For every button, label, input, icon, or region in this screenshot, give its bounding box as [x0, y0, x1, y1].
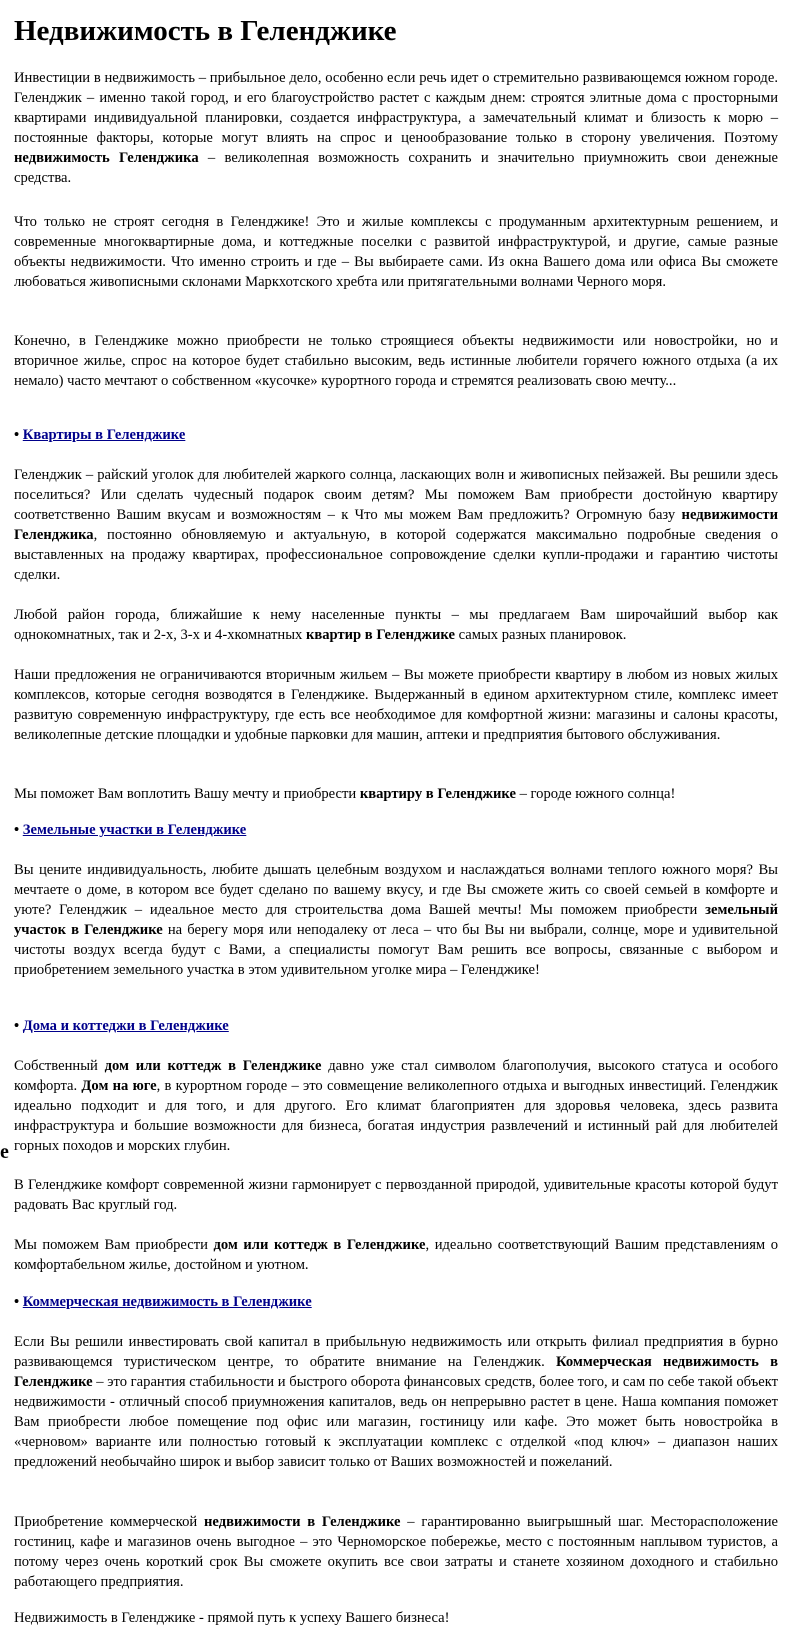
bold-text: квартир в Геленджике — [305, 627, 455, 643]
text: Любой район города, ближайшие к нему населенные пункты – мы предлагаем Вам широчайший выбор как однокомнатных, так и 2-х, 3-х и 4-хкомнатных — [14, 607, 778, 643]
bold-text: недвижимости Геленджика — [14, 507, 778, 543]
text: Геленджик – райский уголок для любителей жаркого солнца, ласкающих волн и живописных пейзажей. Вы решили здесь поселиться? Или сделать чудесный подарок своим детям? Мы поможем Вам приобрести достойную квартиру соответственно Вашим вкусам и возможностям – к Что мы можем Вам предложить? Огромную базу — [14, 467, 778, 523]
closing-line: Недвижимость в Геленджике - прямой путь к успеху Вашего бизнеса! — [14, 1610, 450, 1626]
section-link-commercial-row — [14, 1292, 312, 1312]
section-link-apartments-row — [14, 425, 185, 445]
text: Если Вы решили инвестировать свой капитал в прибыльную недвижимость или открыть филиал предприятия в бурно развивающемся туристическом центре, то обратите внимание на Геленджик. — [14, 1334, 778, 1370]
stray-character: е — [0, 1141, 9, 1163]
text: , идеально соответствующий Вашим представлениям о комфортабельном жилье, достойном и уютном. — [14, 1237, 778, 1273]
intro-paragraph-3: Конечно, в Геленджике можно приобрести не только строящиеся объекты недвижимости или новостройки, но и вторичное жилье, спрос на которое будет стабильно высоким, ведь истинные любители горячего южного отдыха (а их немало) часто мечтают о собственном «кусочке» курортного города и стремятся реализовать свою мечту... — [14, 333, 778, 389]
text: – это гарантия стабильности и быстрого оборота финансовых средств, более того, и сам по себе такой объект недвижимости - отличный способ приумножения капиталов, ведь он непрерывно растет в цене. Наша компания поможет Вам приобрести любое помещение под офис или магазин, гостиницу или кафе. Это может быть новостройка в «черновом» варианте или полностью готовый к эксплуатации комплекс с отделкой «под ключ» – диапазон наших предложений необычайно широк и выбор зависит только от Ваших возможностей и пожеланий. — [14, 1374, 778, 1470]
text: , постоянно обновляемую и актуальную, в которой содержатся максимально подробные сведения о выставленных на продажу квартирах, профессиональное сопровождение сделки купли-продажи и гарантию чистоты сделки. — [14, 527, 778, 583]
apartments-link[interactable]: Квартиры в Геленджике — [22, 427, 186, 443]
houses-cottages-link[interactable]: Дома и коттеджи в Геленджике — [22, 1018, 229, 1034]
text: Собственный — [14, 1058, 105, 1074]
text: Приобретение коммерческой — [14, 1514, 205, 1530]
text: – гарантированно выигрышный шаг. Месторасположение гостиниц, кафе и магазинов очень выгодное – это Черноморское побережье, место с постоянным наплывом туристов, а потому через очень короткий срок Вы сможете окупить все свои затраты и станете хозяином доходного и стабильно работающего предприятия. — [14, 1514, 778, 1590]
bold-text: дом или коттедж в Геленджике — [104, 1058, 322, 1074]
bold-text: земельный участок в Геленджике — [14, 902, 778, 938]
commercial-paragraph-2 — [14, 1512, 778, 1592]
bold-text: недвижимость Геленджика — [14, 150, 199, 166]
apartments-paragraph-3: Наши предложения не ограничиваются вторичным жильем – Вы можете приобрести квартиру в любом из новых жилых комплексов, которые сегодня возводятся в Геленджике. Выдержанный в едином архитектурном стиле, комплекс имеет развитую современную инфраструктуру, где есть все необходимое для комфортной жизни: магазины и салоны красоты, великолепные детские площадки и удобные парковки для машин, аптеки и предприятия бытового обслуживания. — [14, 667, 778, 743]
apartments-paragraph-4 — [14, 784, 778, 804]
bullet-marker: • — [14, 822, 20, 838]
section-link-land-row — [14, 820, 246, 840]
houses-paragraph-3 — [14, 1235, 778, 1275]
page-title: Недвижимость в Геленджике — [14, 15, 397, 47]
text: на берегу моря или неподалеку от леса – что бы Вы ни выбрали, солнце, море и удивительной чистоты воздух всегда будут с Вами, а специалисты помогут Вам решить все вопросы, связанные с выбором и приобретением земельного участка в этом удивительном уголке мира – Геленджике! — [14, 922, 778, 978]
bold-text: недвижимости в Геленджике — [204, 1514, 401, 1530]
intro-paragraph-1 — [14, 68, 778, 188]
text: – городе южного солнца! — [515, 786, 676, 802]
bold-text: квартиру в Геленджике — [359, 786, 516, 802]
land-plots-link[interactable]: Земельные участки в Геленджике — [22, 822, 247, 838]
bold-text: Коммерческая недвижимость в Геленджике — [14, 1354, 779, 1390]
bold-text: дом или коттедж в Геленджике — [213, 1237, 426, 1253]
text: самых разных планировок. — [454, 627, 627, 643]
commercial-paragraph-1 — [14, 1332, 778, 1472]
houses-paragraph-1 — [14, 1056, 778, 1156]
bullet-marker: • — [14, 1018, 20, 1034]
land-paragraph-1 — [14, 860, 778, 980]
apartments-paragraph-1 — [14, 465, 778, 585]
intro-paragraph-2: Что только не строят сегодня в Геленджике! Это и жилые комплексы с продуманным архитектурным решением, и современные многоквартирные дома, и коттеджные поселки с развитой инфраструктурой, и другие, самые разные объекты недвижимости. Что именно строить и где – Вы выбираете сами. Из окна Вашего дома или офиса Вы сможете любоваться живописными склонами Маркхотского хребта или притягательными волнами Черного моря. — [14, 214, 778, 290]
text: Мы поможет Вам воплотить Вашу мечту и приобрести — [14, 786, 360, 802]
text: , в курортном городе – это совмещение великолепного отдыха и выгодных инвестиций. Геленджик идеально подходит и для того, и для другого. Его климат благоприятен для здоровья человека, здесь развита инфраструктура и большие возможности для бизнеса, богатая индустрия развлечений и истинный рай для любителей горных походов и морских глубин. — [14, 1078, 778, 1154]
apartments-paragraph-2 — [14, 605, 778, 645]
text: – великолепная возможность сохранить и значительно приумножить свои денежные средства. — [14, 150, 778, 186]
section-link-houses-row — [14, 1016, 229, 1036]
text: Инвестиции в недвижимость – прибыльное дело, особенно если речь идет о стремительно развивающемся южном городе. Геленджик – именно такой город, и его благоустройство растет с каждым днем: строятся элитные дома с просторными квартирами индивидуальной планировки, создается инфраструктура, а замечательный климат и близость к морю – постоянные факторы, которые могут влиять на спрос и ценообразование только в сторону увеличения. Поэтому — [14, 70, 778, 146]
bold-text: Дом на юге — [81, 1078, 157, 1094]
bullet-marker: • — [14, 427, 20, 443]
text: Мы поможем Вам приобрести — [14, 1237, 214, 1253]
text: давно уже стал символом благополучия, высокого статуса и особого комфорта. — [14, 1058, 779, 1094]
text: Вы цените индивидуальность, любите дышать целебным воздухом и наслаждаться волнами теплого южного моря? Вы мечтаете о доме, в котором все будет сделано по вашему вкусу, и где Вы сможете жить со своей семьей в комфорте и уюте? Геленджик – идеальное место для строительства дома Вашей мечты! Мы поможем приобрести — [14, 862, 778, 918]
bullet-marker: • — [14, 1294, 20, 1310]
houses-paragraph-2: В Геленджике комфорт современной жизни гармонирует с первозданной природой, удивительные красоты которой будут радовать Вас круглый год. — [14, 1177, 778, 1213]
commercial-property-link[interactable]: Коммерческая недвижимость в Геленджике — [22, 1294, 312, 1310]
